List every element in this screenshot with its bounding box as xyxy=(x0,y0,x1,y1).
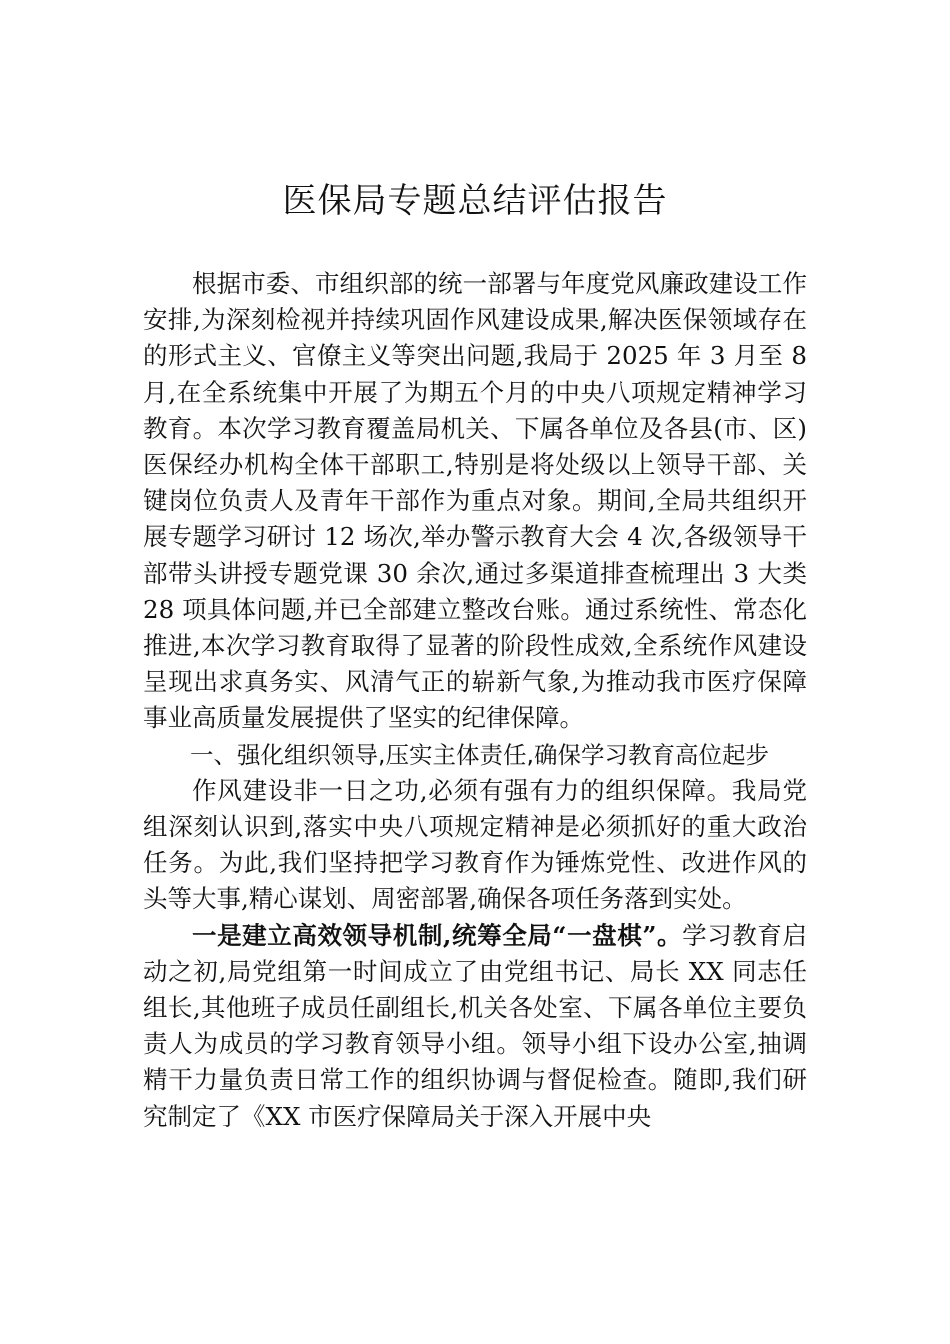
intro-paragraph xyxy=(143,266,807,737)
point-one-lead: 一是建立高效领导机制,统筹全局“一盘棋”。 xyxy=(192,920,683,950)
section-intro-text: 作风建设非一日之功,必须有强有力的组织保障。我局党组深刻认识到,落实中央八项规定精神是必须抓好的重大政治任务。为此,我们坚持把学习教育作为锤炼党性、改进作风的头等大事,精心谋划、周密部署,确保各项任务落到实处。 xyxy=(143,775,807,914)
section-heading xyxy=(143,737,807,773)
document-title: 医保局专题总结评估报告 xyxy=(282,181,668,221)
point-one-paragraph xyxy=(143,918,807,1135)
point-one-text: 学习教育启动之初,局党组第一时间成立了由党组书记、局长 XX 同志任组长,其他班子成员任副组长,机关各处室、下属各单位主要负责人为成员的学习教育领导小组。领导小组下设办公室,抽调精干力量负责日常工作的组织协调与督促检查。随即,我们研究制定了《XX 市医疗保障局关于深入开展中央 xyxy=(143,920,808,1131)
intro-paragraph-text: 根据市委、市组织部的统一部署与年度党风廉政建设工作安排,为深刻检视并持续巩固作风建设成果,解决医保领域存在的形式主义、官僚主义等突出问题,我局于 2025 年 3 月至 8 月,在全系统集中开展了为期五个月的中央八项规定精神学习教育。本次学习教育覆盖局机关、下属各单位及各县(市、区)医保经办机构全体干部职工,特别是将处级以上领导干部、关键岗位负责人及青年干部作为重点对象。期间,全局共组织开展专题学习研讨 12 场次,举办警示教育大会 4 次,各级领导干部带头讲授专题党课 30 余次,通过多渠道排查梳理出 3 大类 28 项具体问题,并已全部建立整改台账。通过系统性、常态化推进,本次学习教育取得了显著的阶段性成效,全系统作风建设呈现出求真务实、风清气正的崭新气象,为推动我市医疗保障事业高质量发展提供了坚实的纪律保障。 xyxy=(143,269,807,733)
section-heading-text: 一、强化组织领导,压实主体责任,确保学习教育高位起步 xyxy=(190,740,769,769)
section-intro-paragraph xyxy=(143,773,807,918)
document-body xyxy=(143,266,807,1135)
